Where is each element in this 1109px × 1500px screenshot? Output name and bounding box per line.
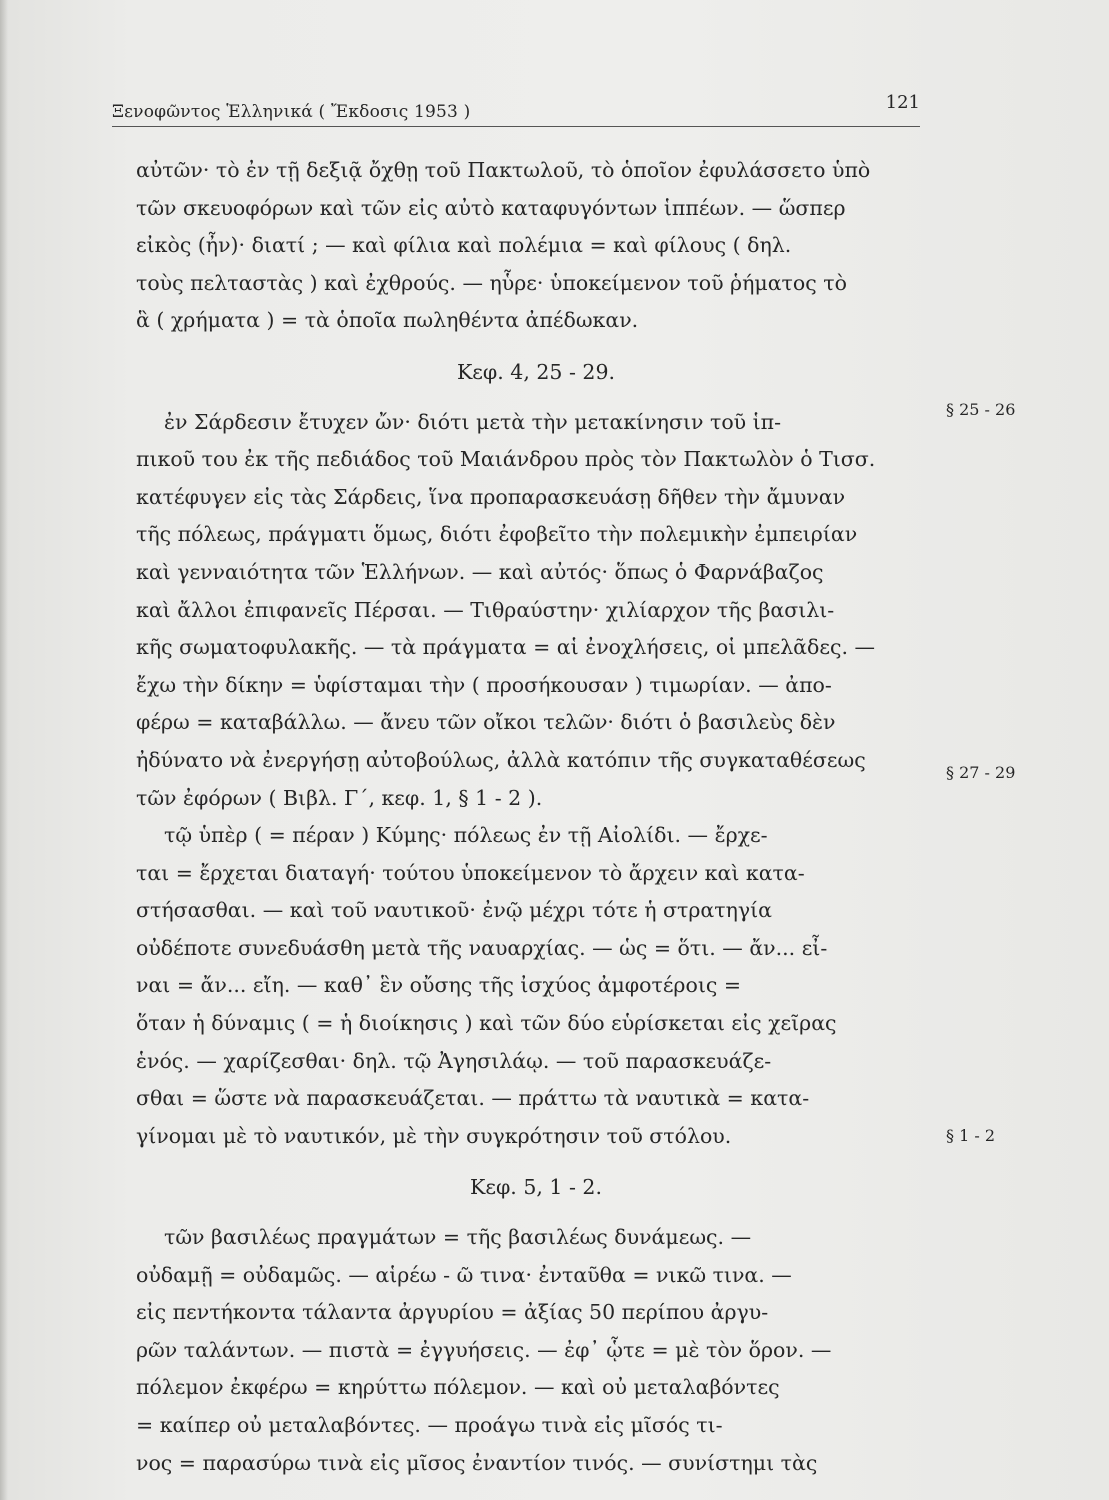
page-number: 121: [885, 92, 920, 113]
text-line: τῷ ὑπὲρ ( = πέραν ) Κύμης· πόλεως ἐν τῇ Αἰολίδι. — ἔρχε-: [164, 823, 768, 848]
commentary-text: [136, 152, 936, 1482]
text-line: κῆς σωματοφυλακῆς. — τὰ πράγματα = αἱ ἐνοχλήσεις, οἱ μπελᾶδες. —: [136, 635, 876, 660]
text-line: τῶν σκευοφόρων καὶ τῶν εἰς αὐτὸ καταφυγόντων ἱππέων. — ὥσπερ: [136, 195, 846, 220]
text-line: ται = ἔρχεται διαταγή· τούτου ὑποκείμενον τὸ ἄρχειν καὶ κατα-: [136, 860, 805, 885]
margin-section-note: § 25 - 26: [946, 400, 1016, 419]
text-line: ὅταν ἡ δύναμις ( = ἡ διοίκησις ) καὶ τῶν δύο εὑρίσκεται εἰς χεῖρας: [136, 1011, 837, 1036]
binding-shadow: [0, 0, 8, 1500]
text-line: = καίπερ οὐ μεταλαβόντες. — προάγω τινὰ εἰς μῖσός τι-: [136, 1413, 723, 1437]
text-line: γίνομαι μὲ τὸ ναυτικόν, μὲ τὴν συγκρότησιν τοῦ στόλου.: [136, 1123, 732, 1148]
text-line: πικοῦ του ἐκ τῆς πεδιάδος τοῦ Μαιάνδρου πρὸς τὸν Πακτωλὸν ὁ Τισσ.: [136, 447, 876, 472]
text-line: οὐδαμῇ = οὐδαμῶς. — αἱρέω - ῶ τινα· ἐνταῦθα = νικῶ τινα. —: [136, 1262, 792, 1287]
text-line: ἐν Σάρδεσιν ἔτυχεν ὤν· διότι μετὰ τὴν μετακίνησιν τοῦ ἱπ-: [164, 409, 782, 434]
header-title: Ξενοφῶντος Ἑλληνικά ( Ἔκδοσις 1953 ): [112, 102, 471, 122]
text-line: πόλεμον ἐκφέρω = κηρύττω πόλεμον. — καὶ οὐ μεταλαβόντες: [136, 1375, 780, 1400]
text-line: τῶν ἐφόρων ( Βιβλ. Γ΄, κεφ. 1, § 1 - 2 ).: [136, 785, 543, 810]
section-heading: Κεφ. 5, 1 - 2.: [470, 1175, 602, 1200]
margin-section-note: § 27 - 29: [946, 763, 1016, 782]
text-line: οὐδέποτε συνεδυάσθη μετὰ τῆς ναυαρχίας. — ὡς = ὅτι. — ἄν... εἶ-: [136, 935, 828, 960]
text-line: ἑνός. — χαρίζεσθαι· δηλ. τῷ Ἀγησιλάῳ. — τοῦ παρασκευάζε-: [136, 1048, 772, 1073]
text-line: ναι = ἄν... εἴη. — καθ᾽ ἓν οὔσης τῆς ἰσχύος ἀμφοτέροις =: [136, 973, 742, 998]
margin-section-note: § 1 - 2: [946, 1126, 996, 1145]
text-line: ρῶν ταλάντων. — πιστὰ = ἐγγυήσεις. — ἐφ᾽ ᾧτε = μὲ τὸν ὅρον. —: [136, 1337, 832, 1362]
text-line: τῶν βασιλέως πραγμάτων = τῆς βασιλέως δυνάμεως. —: [164, 1225, 752, 1250]
text-line: καὶ ἄλλοι ἐπιφανεῖς Πέρσαι. — Τιθραύστην· χιλίαρχον τῆς βασιλι-: [136, 597, 835, 622]
text-line: φέρω = καταβάλλω. — ἄνευ τῶν οἴκοι τελῶν· διότι ὁ βασιλεὺς δὲν: [136, 710, 836, 735]
text-line: ἔχω τὴν δίκην = ὑφίσταμαι τὴν ( προσήκουσαν ) τιμωρίαν. — ἀπο-: [136, 672, 832, 697]
text-line: κατέφυγεν εἰς τὰς Σάρδεις, ἵνα προπαρασκευάσῃ δῆθεν τὴν ἄμυναν: [136, 484, 846, 509]
text-line: εἰς πεντήκοντα τάλαντα ἀργυρίου = ἀξίας 50 περίπου ἀργυ-: [136, 1300, 769, 1325]
section-heading: Κεφ. 4, 25 - 29.: [456, 359, 616, 384]
header-rule: [112, 126, 920, 127]
text-line: αὐτῶν· τὸ ἐν τῇ δεξιᾷ ὄχθῃ τοῦ Πακτωλοῦ, τὸ ὁποῖον ἐφυλάσσετο ὑπὸ: [136, 158, 871, 182]
text-line: τῆς πόλεως, πράγματι ὅμως, διότι ἐφοβεῖτο τὴν πολεμικὴν ἐμπειρίαν: [136, 522, 858, 547]
text-line: στήσασθαι. — καὶ τοῦ ναυτικοῦ· ἐνῷ μέχρι τότε ἡ στρατηγία: [136, 898, 773, 923]
text-line: ἠδύνατο νὰ ἐνεργήσῃ αὐτοβούλως, ἀλλὰ κατόπιν τῆς συγκαταθέσεως: [136, 747, 866, 772]
text-line: καὶ γενναιότητα τῶν Ἑλλήνων. — καὶ αὐτός· ὅπως ὁ Φαρνάβαζος: [136, 559, 824, 584]
text-line: ἃ ( χρήματα ) = τὰ ὁποῖα πωληθέντα ἀπέδωκαν.: [136, 308, 639, 333]
text-line: τοὺς πελταστὰς ) καὶ ἐχθρούς. — ηὗρε· ὑποκείμενον τοῦ ῥήματος τὸ: [136, 270, 847, 295]
text-line: σθαι = ὥστε νὰ παρασκευάζεται. — πράττω τὰ ναυτικὰ = κατα-: [136, 1086, 810, 1111]
text-line: νος = παρασύρω τινὰ εἰς μῖσος ἐναντίον τινός. — συνίστημι τὰς: [136, 1450, 818, 1475]
text-line: εἰκὸς (ἦν)· διατί ; — καὶ φίλια καὶ πολέμια = καὶ φίλους ( δηλ.: [136, 233, 792, 258]
running-header: [112, 92, 920, 126]
